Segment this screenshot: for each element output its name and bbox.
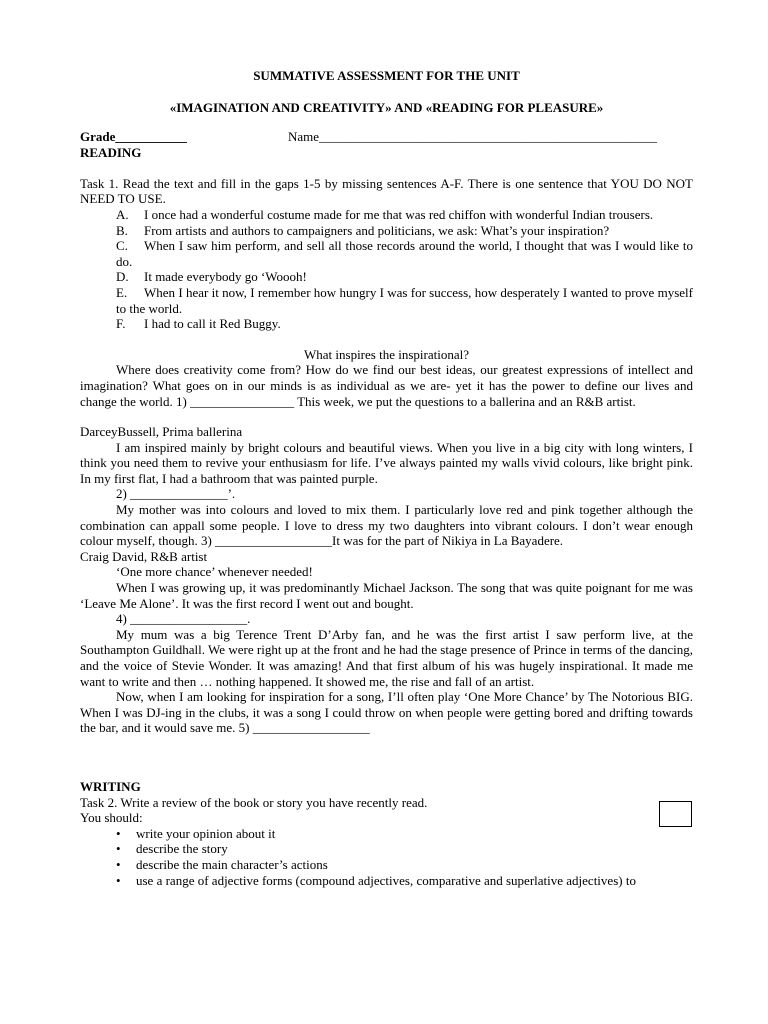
- grade-field[interactable]: Grade___________: [80, 129, 187, 145]
- option-text: When I saw him perform, and sell all those records around the world, I thought that was I would like to do.: [116, 238, 693, 269]
- option-d: [116, 269, 693, 285]
- unit-title: «IMAGINATION AND CREATIVITY» AND «READING FOR PLEASURE»: [169, 99, 604, 115]
- document-title: SUMMATIVE ASSESSMENT FOR THE UNIT: [253, 68, 520, 83]
- list-item: • describe the main character’s actions: [116, 857, 693, 873]
- document-content: [80, 68, 693, 888]
- writing-heading: WRITING: [80, 778, 141, 794]
- option-b: [116, 223, 693, 239]
- person-craig: Craig David, R&B artist: [80, 548, 208, 564]
- task1-instructions: Task 1. Read the text and fill in the gaps 1-5 by missing sentences A-F. There is one sentence that YOU DO NOT NEED TO USE.: [80, 175, 693, 207]
- text-title: What inspires the inspirational?: [304, 346, 469, 362]
- options-list: [80, 207, 693, 332]
- option-label: D.: [116, 269, 129, 285]
- intro-paragraph: Where does creativity come from? How do we find our best ideas, our greatest expressions of intellect and imagination? What goes on in our minds is as individual as we are- yet it has the power to define our lives and change the world. 1) ________________ This week, we put the questions to a ballerina and an R&B artist.: [80, 362, 693, 409]
- darcey-paragraph-1: I am inspired mainly by bright colours and beautiful views. When you live in a big city with long winters, I think you need them to revive your enthusiasm for life. I’ve always painted my walls vivid colours, like bright pink. In my first flat, I had a bathroom that was painted purple.: [80, 439, 693, 486]
- requirements-list: [80, 826, 693, 888]
- you-should-label: You should:: [80, 810, 143, 826]
- person-darcey: DarceyBussell, Prima ballerina: [80, 424, 243, 440]
- list-item: • describe the story: [116, 841, 693, 857]
- option-text: I had to call it Red Buggy.: [144, 316, 281, 332]
- option-a: [116, 207, 693, 223]
- craig-paragraph-1: When I was growing up, it was predominantly Michael Jackson. The song that was quite poignant for me was ‘Leave Me Alone’. It was the first record I went out and bought.: [80, 580, 693, 611]
- option-label: B.: [116, 222, 128, 238]
- option-text: From artists and authors to campaigners and politicians, we ask: What’s your inspiration?: [144, 222, 610, 238]
- option-label: E.: [116, 284, 128, 300]
- option-label: F.: [116, 316, 126, 332]
- gap-4: 4) __________________.: [116, 611, 251, 627]
- option-label: C.: [116, 238, 128, 254]
- gap-2: 2) _______________’.: [116, 486, 236, 502]
- option-text: When I hear it now, I remember how hungry I was for success, how desperately I wanted to prove myself to the world.: [116, 284, 693, 316]
- option-text: It made everybody go ‘Woooh!: [144, 269, 307, 285]
- option-label: A.: [116, 206, 129, 222]
- craig-paragraph-3: Now, when I am looking for inspiration for a song, I’ll often play ‘One More Chance’ by The Notorious BIG. When I was DJ-ing in the clubs, it was a song I could throw on when people were getting bored and drifting towards the bar, and it would save me. 5) __________________: [80, 689, 693, 736]
- option-e: [116, 285, 693, 316]
- reading-heading: READING: [80, 145, 142, 161]
- darcey-paragraph-2: My mother was into colours and loved to mix them. I particularly love red and pink together although the combination can appall some people. I love to dress my two daughters into vibrant colours. I don’t wear enough colour myself, though. 3) __________________It was for the part of Nikiya in La Bayadere.: [80, 502, 693, 549]
- list-item: • write your opinion about it: [116, 826, 693, 842]
- score-box[interactable]: [659, 801, 692, 827]
- option-f: [116, 316, 693, 332]
- option-c: [116, 238, 693, 269]
- option-text: I once had a wonderful costume made for me that was red chiffon with wonderful Indian trousers.: [144, 206, 654, 222]
- grade-name-line: [80, 129, 693, 145]
- name-field[interactable]: Name____________________________________________________: [288, 129, 658, 145]
- list-item: • use a range of adjective forms (compound adjectives, comparative and superlative adjectives) to: [116, 873, 693, 889]
- task2-instructions: Task 2. Write a review of the book or story you have recently read.: [80, 794, 428, 810]
- craig-quote: ‘One more chance’ whenever needed!: [116, 564, 313, 580]
- craig-paragraph-2: My mum was a big Terence Trent D’Arby fan, and he was the first artist I saw perform live, at the Southampton Guildhall. We were right up at the front and he had the stage presence of Prince in terms of the dancing, and the voice of Stevie Wonder. It was amazing! And that first album of his was hugely inspirational. It made me want to write and then … nothing happened. It showed me, the rise and fall of an artist.: [80, 626, 693, 689]
